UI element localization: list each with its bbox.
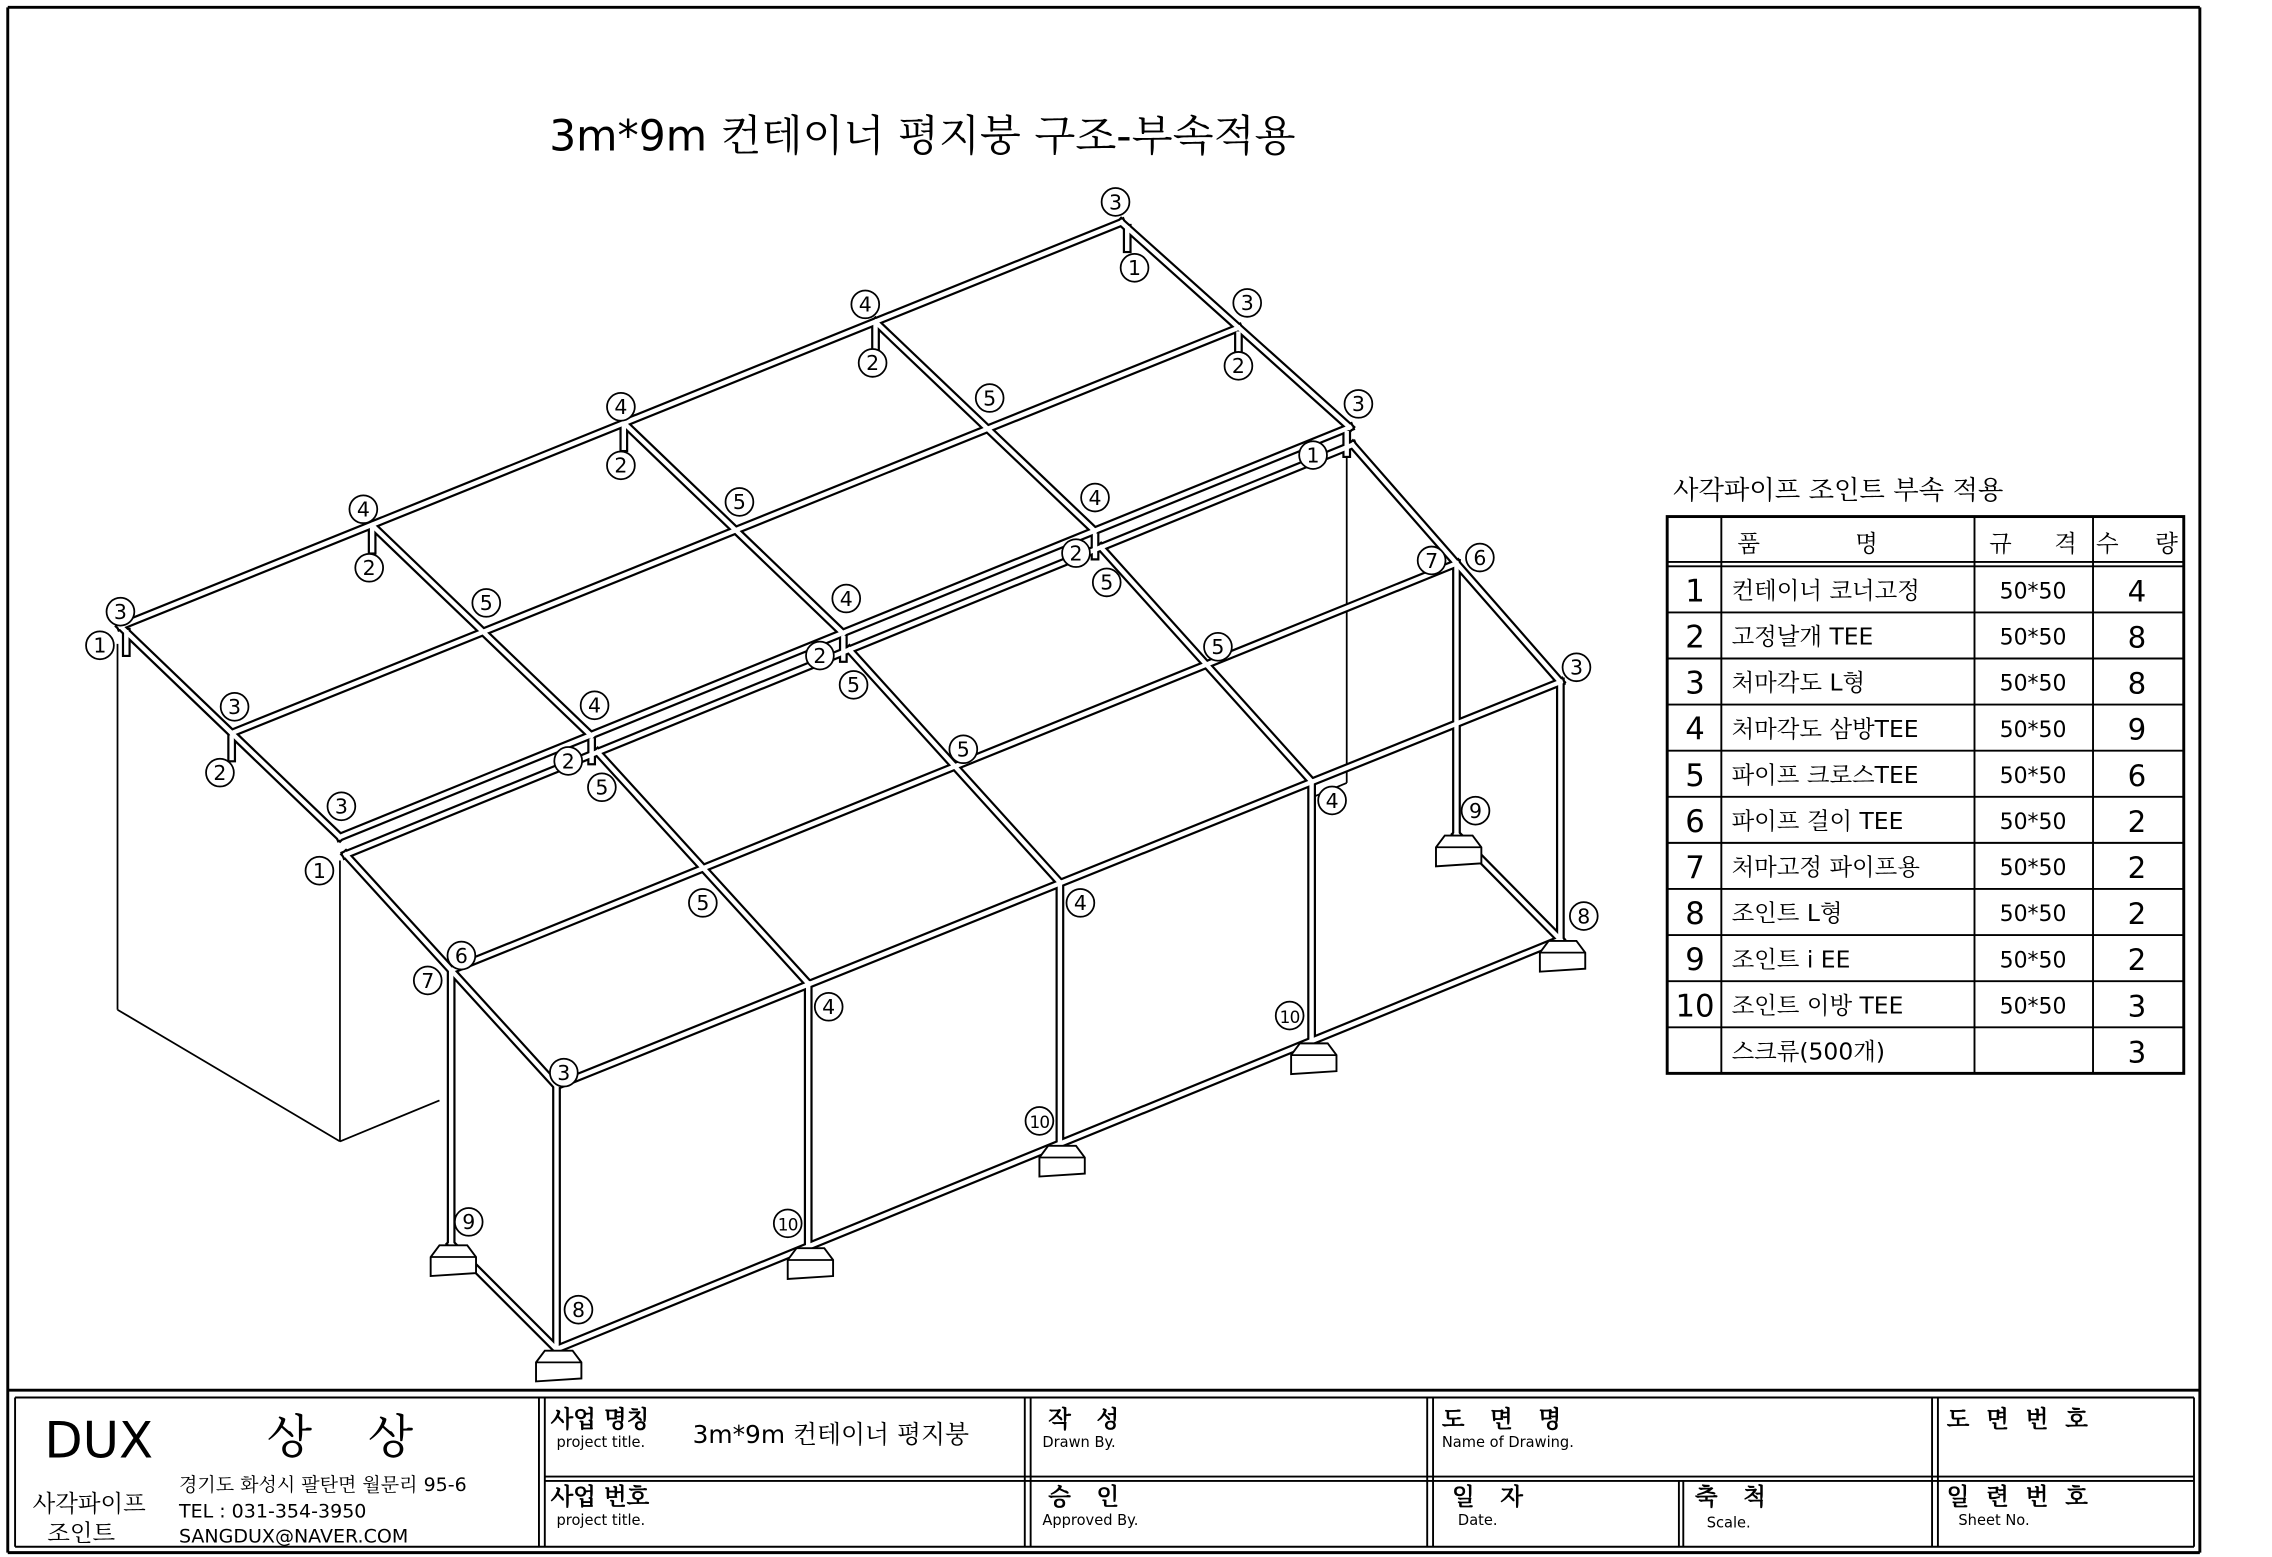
company-info — [33, 1411, 467, 1547]
part-quantity: 6 — [2127, 758, 2147, 793]
date-label: 일 자 — [1452, 1482, 1532, 1511]
callout-number: 3 — [113, 599, 127, 624]
callout-marker — [774, 1209, 802, 1237]
part-name: 처마각도 삼방TEE — [1731, 714, 1919, 743]
post-base-block — [431, 1245, 476, 1276]
callout-number: 8 — [571, 1298, 585, 1323]
post-base-block — [1291, 1043, 1336, 1074]
sheet-no-label-en: Sheet No. — [1958, 1511, 2030, 1529]
project-no-label-en: project title. — [556, 1511, 646, 1529]
post-base — [431, 1245, 476, 1276]
structure-drawing — [86, 188, 1598, 1381]
table-row — [1685, 666, 2146, 702]
callout-number: 4 — [839, 586, 853, 611]
callout-number: 4 — [1088, 485, 1102, 510]
callout-marker — [976, 384, 1004, 412]
company-brand: DUX — [44, 1411, 154, 1470]
callout-number: 3 — [334, 794, 348, 819]
part-quantity: 9 — [2127, 712, 2147, 747]
project-name-cell — [550, 1405, 969, 1451]
callout-marker — [1345, 390, 1373, 418]
callout-marker — [1418, 547, 1446, 575]
callout-number: 10 — [777, 1214, 798, 1235]
callout-marker — [565, 1296, 593, 1324]
callout-number: 2 — [362, 556, 376, 581]
callout-marker — [306, 857, 334, 885]
callout-marker — [1026, 1107, 1054, 1135]
callout-number: 2 — [813, 643, 827, 668]
callout-marker — [607, 451, 635, 479]
callout-marker — [806, 642, 834, 670]
callout-number: 9 — [462, 1210, 476, 1235]
callout-marker — [554, 747, 582, 775]
roof-back-rail-core — [120, 222, 1121, 626]
callout-marker — [455, 1208, 483, 1236]
part-quantity: 3 — [2127, 1035, 2147, 1070]
part-name: 처마고정 파이프용 — [1731, 853, 1920, 882]
part-name: 처마각도 L형 — [1731, 668, 1866, 697]
scale-label: 축 척 — [1694, 1482, 1775, 1511]
table-row — [1685, 620, 2146, 656]
drawing-no-label: 도 면 번 호 — [1946, 1404, 2093, 1433]
drawn-by-cell — [1042, 1405, 1128, 1451]
company-email: SANGDUX@NAVER.COM — [178, 1525, 409, 1548]
part-quantity: 2 — [2127, 804, 2147, 839]
part-quantity: 2 — [2127, 897, 2147, 932]
pipe-frame-core — [120, 222, 1560, 1349]
approved-by-label: 승 인 — [1048, 1482, 1128, 1511]
table-row — [1685, 804, 2146, 840]
drawing-name-label: 도 면 명 — [1441, 1404, 1570, 1433]
callout-marker — [107, 598, 135, 626]
drawing-name-label-en: Name of Drawing. — [1441, 1434, 1574, 1452]
callout-marker — [447, 942, 475, 970]
header-qty: 수 량 — [2095, 529, 2193, 558]
callout-number: 4 — [1325, 788, 1339, 813]
parts-table-caption: 사각파이프 조인트 부속 적용 — [1673, 476, 2004, 507]
header-name: 품 명 — [1737, 529, 1922, 558]
part-number: 10 — [1675, 988, 1715, 1025]
callout-marker — [472, 589, 500, 617]
callout-number: 5 — [595, 775, 609, 800]
table-body — [1675, 573, 2146, 1069]
callout-marker — [815, 993, 843, 1021]
part-quantity: 4 — [2127, 574, 2147, 609]
scale-cell — [1695, 1482, 1775, 1531]
part-spec: 50*50 — [1999, 579, 2067, 605]
table-row — [1685, 758, 2146, 794]
canopy-middle-rail-core — [451, 563, 1456, 970]
part-number: 4 — [1685, 711, 1705, 748]
header-spec: 규 격 — [1989, 529, 2095, 558]
post-base-block — [536, 1351, 581, 1382]
callout-marker — [1204, 633, 1232, 661]
callout-number: 4 — [588, 693, 602, 718]
callout-number: 5 — [732, 490, 746, 515]
callout-number: 2 — [213, 760, 227, 785]
callout-marker — [550, 1059, 578, 1087]
callout-number: 4 — [822, 995, 836, 1020]
callout-marker — [832, 585, 860, 613]
drawing-title: 3m*9m 컨테이너 평지붕 구조-부속적용 — [549, 112, 1296, 162]
part-quantity: 8 — [2127, 666, 2147, 701]
part-spec: 50*50 — [1999, 856, 2067, 882]
part-spec: 50*50 — [1999, 809, 2067, 835]
project-name-value: 3m*9m 컨테이너 평지붕 — [692, 1419, 970, 1449]
part-name: 파이프 크로스TEE — [1731, 760, 1919, 789]
roof-cross-rail-core — [876, 322, 1096, 531]
post-base — [1540, 941, 1585, 972]
part-name: 조인트 이방 TEE — [1731, 991, 1904, 1020]
date-cell — [1452, 1482, 1532, 1528]
callout-number: 7 — [421, 968, 435, 993]
callout-number: 2 — [561, 749, 575, 774]
callout-number: 7 — [1425, 548, 1439, 573]
callout-marker — [607, 393, 635, 421]
callout-number: 5 — [479, 591, 493, 616]
callout-marker — [221, 693, 249, 721]
part-quantity: 2 — [2127, 943, 2147, 978]
part-number: 3 — [1685, 665, 1705, 702]
part-spec: 50*50 — [1999, 763, 2067, 789]
callout-number: 5 — [847, 673, 861, 698]
callout-marker — [1563, 653, 1591, 681]
callout-marker — [689, 889, 717, 917]
project-no-label: 사업 번호 — [550, 1482, 650, 1511]
callout-marker — [1081, 484, 1109, 512]
scale-label-en: Scale. — [1706, 1514, 1751, 1532]
parts-table — [1667, 476, 2192, 1073]
roof-cross-rail-core — [372, 525, 592, 736]
approved-by-cell — [1042, 1482, 1138, 1528]
part-name: 컨테이너 코너고정 — [1731, 576, 1920, 605]
callout-marker — [1066, 889, 1094, 917]
callout-number: 1 — [1128, 256, 1142, 281]
callout-marker — [1121, 254, 1149, 282]
callout-marker — [840, 671, 868, 699]
callout-marker — [1276, 1002, 1304, 1030]
part-number: 7 — [1685, 850, 1705, 887]
callout-marker — [1062, 539, 1090, 567]
table-row — [1685, 896, 2146, 932]
callout-marker — [1570, 902, 1598, 930]
callout-number: 1 — [1306, 443, 1320, 468]
callout-number: 3 — [1240, 291, 1254, 316]
callout-marker — [581, 691, 609, 719]
callout-marker — [355, 554, 383, 582]
pipe-frame-outline — [120, 222, 1560, 1349]
part-name: 조인트 L형 — [1731, 899, 1843, 928]
post-base — [1436, 836, 1481, 867]
callout-number: 6 — [1473, 545, 1487, 570]
callout-number: 1 — [312, 859, 326, 884]
callout-marker — [328, 792, 356, 820]
part-name: 고정날개 TEE — [1731, 622, 1874, 651]
company-line1: 사각파이프 — [32, 1489, 146, 1518]
callout-marker — [1233, 289, 1261, 317]
drawing-name-cell — [1442, 1405, 1574, 1451]
table-row — [1732, 1035, 2147, 1069]
callout-number: 5 — [983, 386, 997, 411]
approved-by-label-en: Approved By. — [1042, 1511, 1139, 1529]
part-spec: 50*50 — [1999, 625, 2067, 651]
title-block — [8, 1390, 2200, 1547]
post-base-block — [1540, 941, 1585, 972]
post-base — [1039, 1146, 1084, 1177]
callout-number: 4 — [356, 497, 370, 522]
callout-number: 1 — [93, 633, 107, 658]
callout-marker — [1318, 787, 1346, 815]
part-quantity: 3 — [2127, 989, 2147, 1024]
callout-number: 10 — [1029, 1112, 1050, 1133]
post-base — [536, 1351, 581, 1382]
callout-marker — [1462, 797, 1490, 825]
part-number: 8 — [1685, 896, 1705, 933]
part-spec: 50*50 — [1999, 902, 2067, 928]
drawing-no-cell — [1947, 1405, 2093, 1433]
project-no-cell — [550, 1482, 650, 1528]
roof-right-end-rail-core — [1121, 222, 1349, 427]
callout-number: 3 — [557, 1060, 571, 1085]
callout-number: 10 — [1279, 1006, 1300, 1027]
post-base-block — [1436, 836, 1481, 867]
callout-marker — [949, 735, 977, 763]
part-spec: 50*50 — [1999, 717, 2067, 743]
callout-marker — [851, 290, 879, 318]
callout-number: 2 — [1231, 354, 1245, 379]
part-quantity: 2 — [2127, 851, 2147, 886]
post-base — [788, 1248, 833, 1279]
callout-marker — [726, 488, 754, 516]
callout-number: 3 — [1108, 190, 1123, 215]
callout-marker — [1102, 188, 1130, 216]
part-spec: 50*50 — [1999, 948, 2067, 974]
callout-marker — [1466, 544, 1494, 572]
sheet-no-label: 일 련 번 호 — [1946, 1482, 2093, 1511]
callout-number: 3 — [1569, 655, 1583, 680]
table-row — [1685, 850, 2146, 886]
callout-number: 5 — [1100, 570, 1114, 595]
part-number: 2 — [1685, 619, 1705, 656]
post-base-block — [1039, 1146, 1084, 1177]
callout-number: 2 — [866, 351, 880, 376]
part-number: 5 — [1685, 757, 1705, 794]
callout-number: 4 — [858, 292, 872, 317]
project-name-label-en: project title. — [556, 1434, 646, 1452]
callout-marker — [86, 631, 114, 659]
drawn-by-label-en: Drawn By. — [1042, 1434, 1116, 1452]
callout-marker — [859, 349, 887, 377]
callout-number: 8 — [1577, 904, 1591, 929]
part-quantity: 8 — [2127, 620, 2147, 655]
part-number: 9 — [1685, 942, 1705, 979]
callout-marker — [1225, 352, 1253, 380]
company-address: 경기도 화성시 팔탄면 월문리 95-6 — [178, 1474, 467, 1497]
table-row — [1685, 942, 2146, 978]
callout-number: 2 — [1069, 541, 1083, 566]
callout-number: 3 — [1351, 392, 1365, 417]
table-row — [1675, 988, 2146, 1024]
part-name: 조인트 i EE — [1731, 945, 1851, 974]
part-spec: 50*50 — [1999, 994, 2067, 1020]
part-spec: 50*50 — [1999, 671, 2067, 697]
part-number: 6 — [1685, 803, 1705, 840]
table-row — [1685, 573, 2146, 609]
callout-number: 5 — [956, 737, 970, 762]
project-name-label: 사업 명칭 — [550, 1404, 650, 1433]
callout-number: 5 — [1211, 635, 1225, 660]
callout-number: 2 — [614, 453, 628, 478]
company-tel: TEL : 031-354-3950 — [178, 1500, 367, 1523]
part-number: 1 — [1685, 573, 1705, 610]
date-label-en: Date. — [1457, 1511, 1498, 1529]
callout-number: 4 — [614, 395, 628, 420]
post-base — [1291, 1043, 1336, 1074]
callout-number: 6 — [454, 943, 468, 968]
callout-marker — [1299, 441, 1327, 469]
callout-marker — [206, 759, 234, 787]
container-bottom-front-edge — [340, 1100, 440, 1141]
company-line2: 조인트 — [47, 1518, 116, 1547]
callout-marker — [349, 495, 377, 523]
roof-cross-rail-core — [624, 423, 844, 634]
callout-marker — [414, 967, 442, 995]
container-bottom-left-edge — [118, 1010, 340, 1142]
drawn-by-label: 작 성 — [1048, 1404, 1128, 1433]
table-row — [1685, 712, 2146, 748]
callout-number: 5 — [696, 891, 710, 916]
callout-number: 4 — [1073, 891, 1087, 916]
sheet-no-cell — [1947, 1482, 2093, 1528]
callout-marker — [1093, 569, 1121, 597]
callout-number: 3 — [228, 695, 242, 720]
callout-marker — [588, 773, 616, 801]
post-base-block — [788, 1248, 833, 1279]
part-name: 파이프 걸이 TEE — [1731, 806, 1904, 835]
part-name: 스크류(500개) — [1731, 1037, 1885, 1066]
callout-number: 9 — [1468, 799, 1483, 824]
company-name: 상 상 — [266, 1411, 434, 1466]
post-bases — [431, 836, 1586, 1382]
